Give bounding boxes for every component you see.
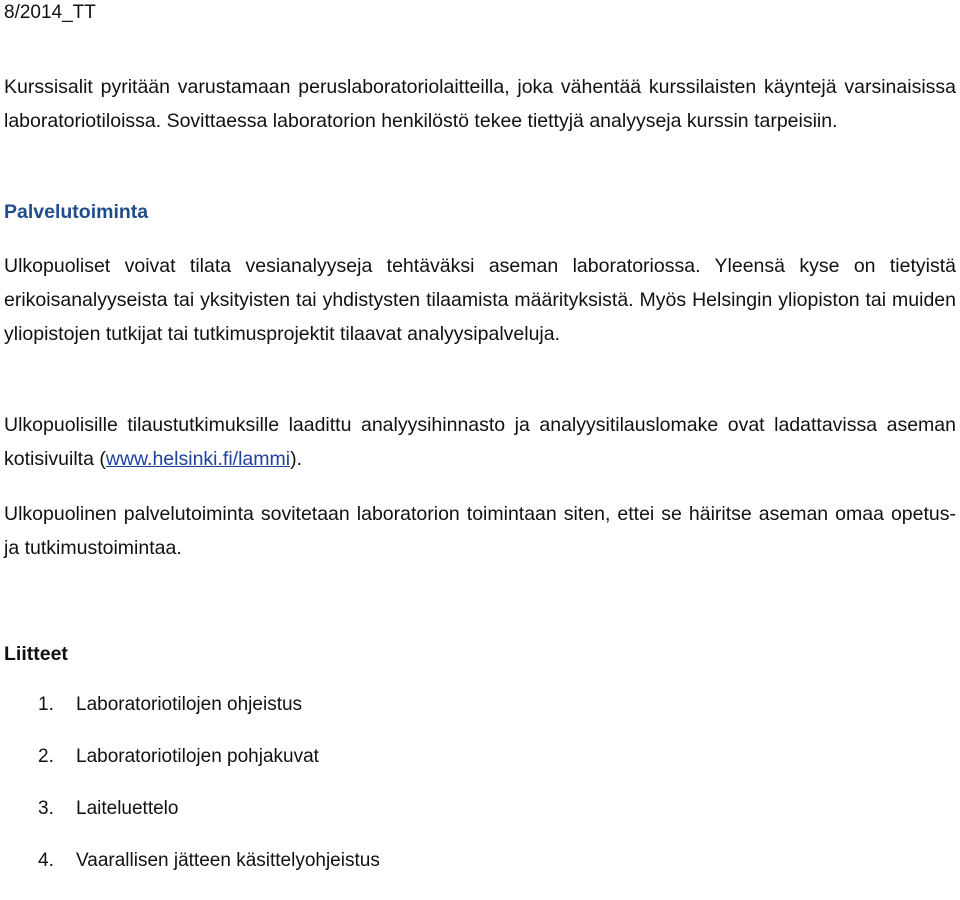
service-paragraph-1: Ulkopuoliset voivat tilata vesianalyyseja tehtäväksi aseman laboratoriossa. Yleensä kyse on tietyistä erikoisanalyyseista tai yksityisten tai yhdistysten tilaamista määrityksistä. Myös Helsingin yliopiston tai muiden yliopistojen tutkijat tai tutkimusprojektit tilaavat analyysipalveluja. bbox=[4, 255, 956, 345]
attachment-item bbox=[38, 692, 380, 744]
attachment-item bbox=[38, 796, 380, 848]
attachment-label: Laiteluettelo bbox=[76, 798, 179, 819]
document-page bbox=[4, 0, 956, 874]
attachment-number: 3. bbox=[38, 798, 54, 819]
attachment-label: Vaarallisen jätteen käsittelyohjeistus bbox=[76, 850, 380, 871]
service-paragraph-3: Ulkopuolinen palvelutoiminta sovitetaan laboratorion toimintaan siten, ettei se häiritse aseman omaa opetus- ja tutkimustoimintaa. bbox=[4, 503, 956, 559]
attachment-label: Laboratoriotilojen ohjeistus bbox=[76, 694, 303, 715]
attachment-item bbox=[38, 848, 380, 900]
attachments-list bbox=[38, 692, 380, 900]
attachment-item bbox=[38, 744, 380, 796]
service-paragraph-2-text: Ulkopuolisille tilaustutkimuksille laadittu analyysihinnasto ja analyysitilauslomake ovat ladattavissa aseman kotisivuilta ( bbox=[4, 414, 956, 470]
attachment-number: 2. bbox=[38, 746, 54, 767]
service-heading: Palvelutoiminta bbox=[4, 201, 149, 223]
attachments-heading: Liitteet bbox=[4, 643, 68, 665]
service-paragraph-2 bbox=[4, 408, 956, 476]
attachment-number: 1. bbox=[38, 694, 54, 715]
attachment-label: Laboratoriotilojen pohjakuvat bbox=[76, 746, 319, 767]
intro-paragraph: Kurssisalit pyritään varustamaan peruslaboratoriolaitteilla, joka vähentää kurssilaisten käyntejä varsinaisissa laboratoriotiloissa. Sovittaessa laboratorion henkilöstö tekee tiettyjä analyyseja kurssin tarpeisiin. bbox=[4, 76, 956, 132]
document-id: 8/2014_TT bbox=[4, 2, 96, 23]
service-paragraph-2-end: ). bbox=[290, 448, 302, 470]
homepage-link[interactable]: www.helsinki.fi/lammi bbox=[105, 448, 291, 470]
attachment-number: 4. bbox=[38, 850, 54, 871]
